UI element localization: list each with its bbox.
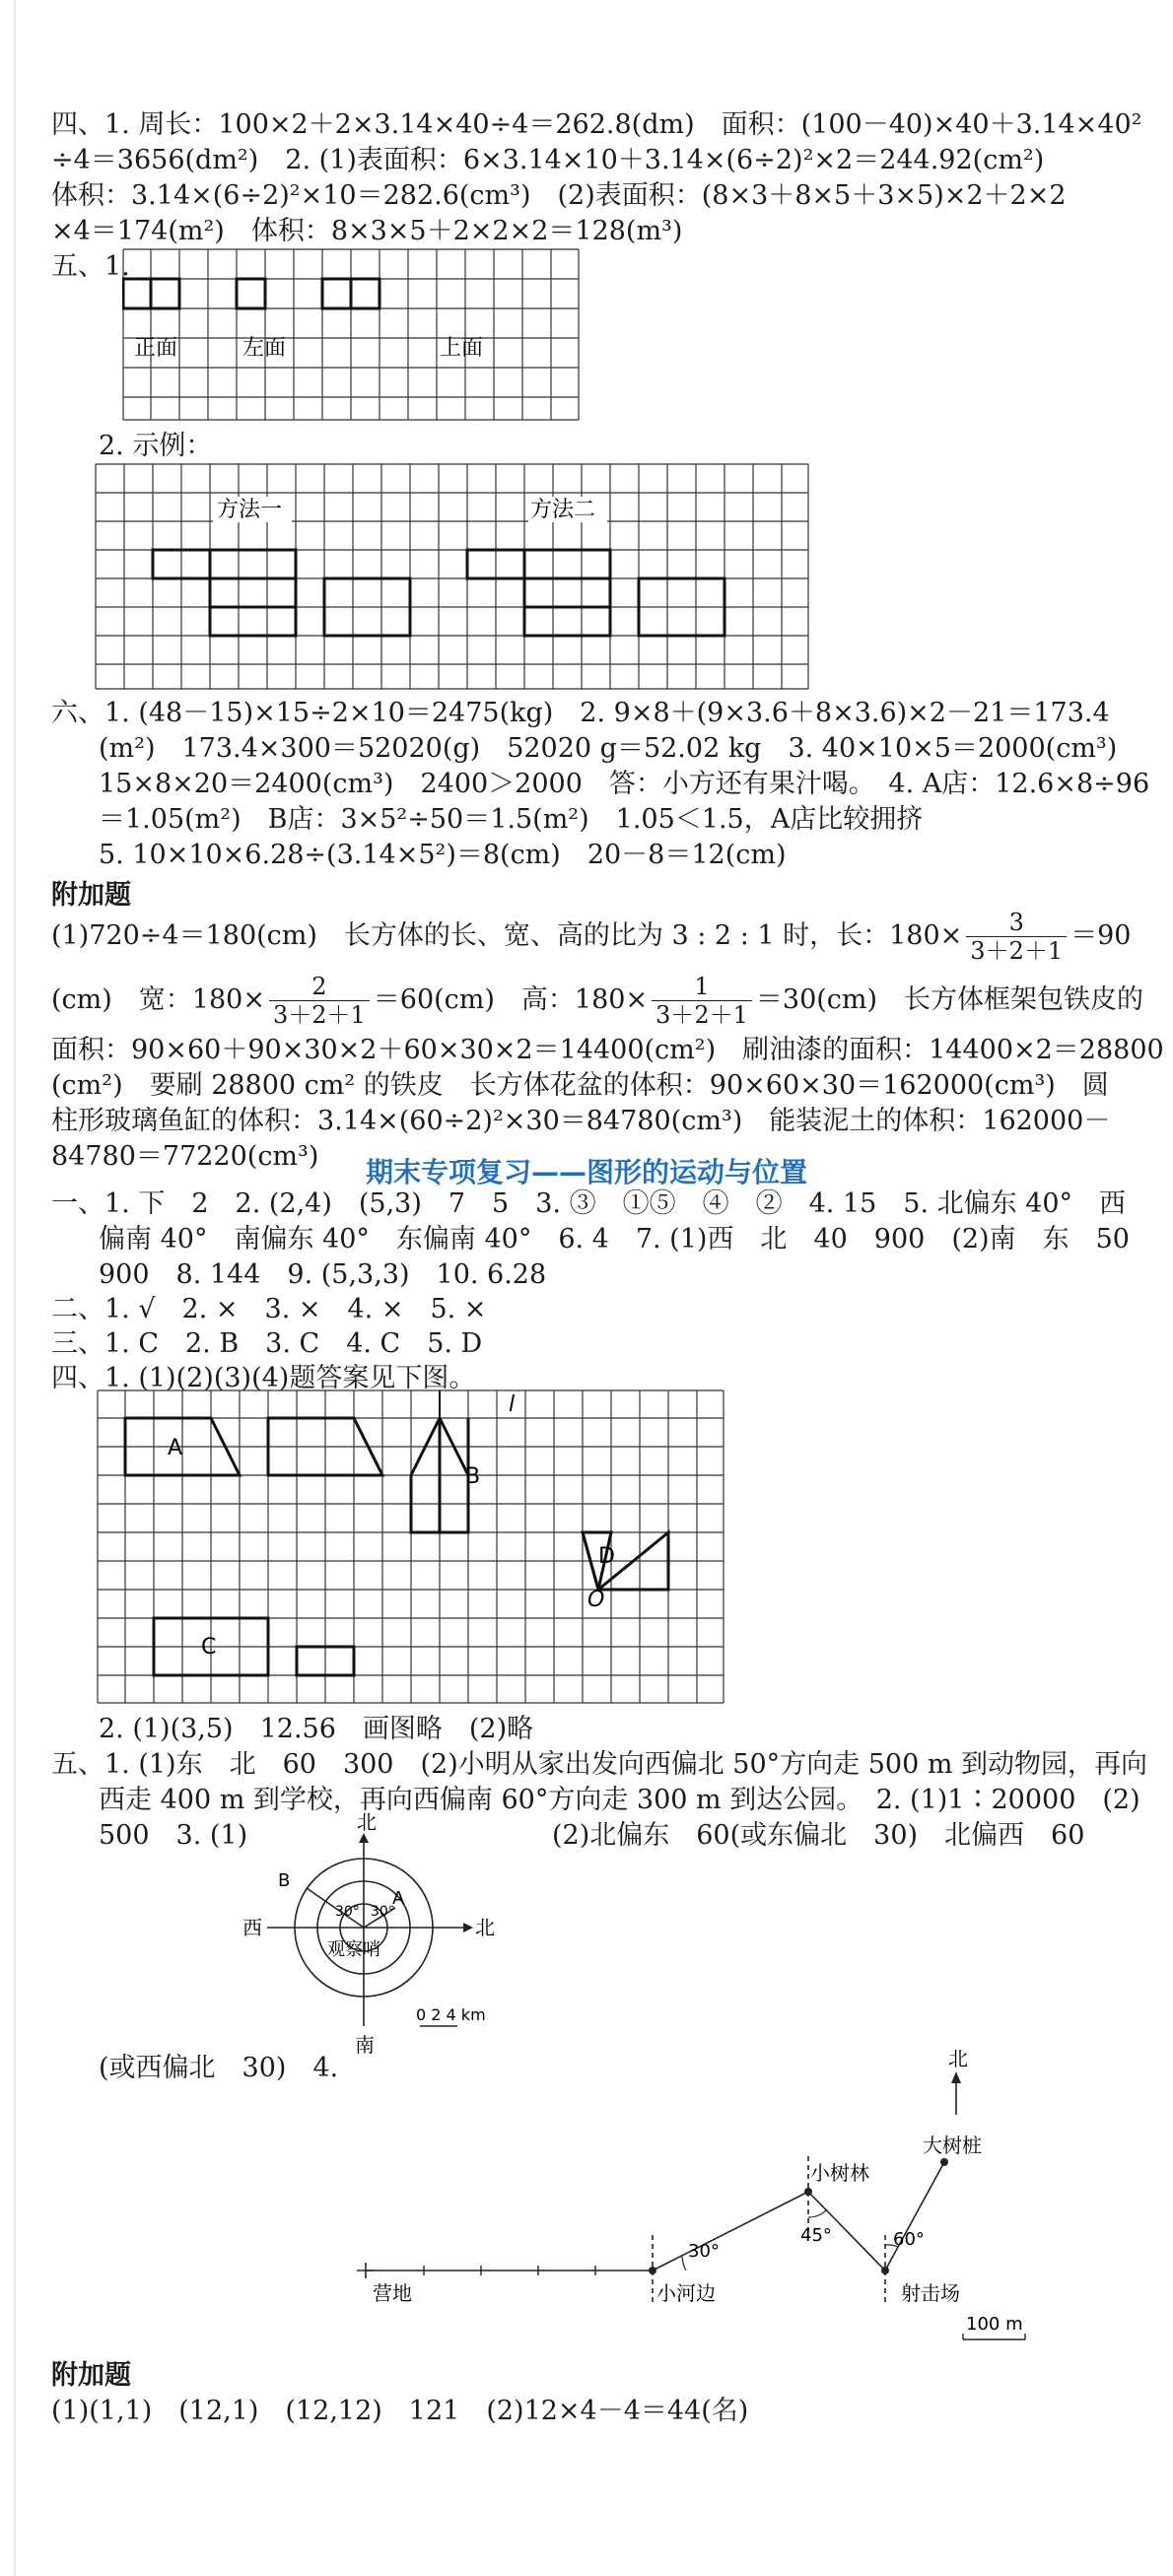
route-diagram	[335, 2050, 1065, 2355]
sec6-line4: ＝1.05(m²) B店：3×5²÷50＝1.5(m²) 1.05＜1.5，A店比较拥挤	[99, 804, 924, 835]
secb3-line: 三、1. C 2. B 3. C 4. C 5. D	[51, 1328, 483, 1359]
fraction-1	[652, 973, 752, 1029]
shape-b-label: B	[465, 1464, 481, 1489]
frac-num: 3	[966, 909, 1067, 937]
secb4-line1: 四、1. (1)(2)(3)(4)题答案见下图。	[51, 1363, 476, 1393]
extra1-line1	[51, 907, 1132, 966]
route-camp: 营地	[373, 2281, 412, 2305]
transform-grid	[97, 1390, 727, 1710]
secb1-line2: 偏南 40° 南偏东 40° 东偏南 40° 6. 4 7. (1)西 北 40 900 (2)南 东 50	[99, 1224, 1130, 1254]
extra2-title: 附加题	[51, 2360, 131, 2391]
route-north: 北	[948, 2050, 968, 2070]
compass-scale: 0 2 4 km	[416, 2005, 486, 2024]
view-top-label: 上面	[440, 336, 484, 361]
route-angle-30: 30°	[688, 2241, 720, 2262]
extra1-l2b: ＝60(cm) 高：180×	[373, 984, 649, 1015]
sec4-line4: ×4＝174(m²) 体积：8×3×5＋2×2×2＝128(m³)	[51, 216, 683, 246]
sec6-line3: 15×8×20＝2400(cm³) 2400＞2000 答：小方还有果汁喝。 4. A店：12.6×8÷96	[99, 769, 1150, 799]
route-tree: 大树桩	[923, 2134, 982, 2157]
route-grove: 小树林	[810, 2161, 869, 2185]
frac-den: 3＋2＋1	[970, 937, 1064, 965]
sec5-line1: 五、1.	[51, 251, 130, 282]
sec6-line1: 六、1. (48－15)×15÷2×10＝2475(kg) 2. 9×8＋(9×3.6＋8×3.6)×2－21＝173.4	[51, 698, 1110, 728]
secb2-line: 二、1. √ 2. × 3. × 4. × 5. ×	[51, 1294, 487, 1324]
shape-a-label: A	[168, 1436, 183, 1460]
extra1-l1a: (1)720÷4＝180(cm) 长方体的长、宽、高的比为 3 : 2 : 1 时，长：180×	[51, 920, 963, 951]
page-edge	[14, 0, 16, 2576]
method2-label: 方法二	[530, 498, 596, 522]
extra1-line3: 面积：90×60＋90×30×2＋60×30×2＝14400(cm²) 刷油漆的面积：14400×2＝28800	[51, 1035, 1164, 1065]
extra2-line1: (1)(1,1) (12,1) (12,12) 121 (2)12×4－4＝44(名)	[51, 2396, 749, 2426]
shape-d-label: D	[598, 1544, 615, 1569]
point-o-label: O	[587, 1588, 605, 1612]
route-range: 射击场	[901, 2281, 960, 2305]
sec6-line2: (m²) 173.4×300＝52020(g) 52020 g＝52.02 kg 3. 40×10×5＝2000(cm³)	[99, 733, 1118, 764]
route-scale: 100 m	[966, 2314, 1023, 2335]
secb4-line2: 2. (1)(3,5) 12.56 画图略 (2)略	[99, 1714, 534, 1744]
views-grid	[122, 248, 586, 426]
frac-num: 2	[269, 973, 370, 1001]
route-angle-60: 60°	[893, 2229, 925, 2250]
secb1-line3: 900 8. 144 9. (5,3,3) 10. 6.28	[99, 1259, 547, 1290]
compass-diagram	[233, 1811, 509, 2058]
sec4-line3: 体积：3.14×(6÷2)²×10＝282.6(cm³) (2)表面积：(8×3＋8×5＋3×5)×2＋2×2	[51, 180, 1067, 211]
compass-center: 观察哨	[327, 1939, 380, 1960]
frac-num: 1	[652, 973, 752, 1001]
secb5-line3b: (2)北偏东 60(或东偏北 30) 北偏西 60	[552, 1820, 1085, 1851]
extra1-title: 附加题	[51, 880, 131, 911]
sec4-line2: ÷4＝3656(dm²) 2. (1)表面积：6×3.14×10＋3.14×(6÷2)²×2＝244.92(cm²)	[51, 145, 1045, 175]
point-b-label: B	[278, 1870, 291, 1891]
extra1-line6: 84780＝77220(cm³)	[51, 1141, 319, 1172]
route-river: 小河边	[656, 2281, 716, 2305]
sec4-line1: 四、1. 周长：100×2＋2×3.14×40÷4＝262.8(dm) 面积：(100－40)×40＋3.14×40²	[51, 109, 1142, 140]
frac-den: 3＋2＋1	[656, 1001, 748, 1029]
shape-c-label: C	[201, 1635, 217, 1660]
extra1-l2c: ＝30(cm) 长方体框架包铁皮的	[755, 984, 1144, 1015]
extra1-line4: (cm²) 要刷 28800 cm² 的铁皮 长方体花盆的体积：90×60×30＝162000(cm³) 圆	[51, 1070, 1109, 1101]
route-angle-45: 45°	[800, 2225, 832, 2246]
compass-east: 北	[475, 1916, 495, 1939]
extra1-l2a: (cm) 宽：180×	[51, 984, 265, 1015]
fraction-2	[269, 973, 370, 1029]
secb1-line1: 一、1. 下 2 2. (2,4) (5,3) 7 5 3. ③ ①⑤ ④ ② 4. 15 5. 北偏东 40° 西	[51, 1188, 1127, 1219]
extra1-l1b: ＝90	[1070, 920, 1132, 951]
secb5-line3a: 500 3. (1)	[99, 1820, 248, 1851]
secb5-line4: (或西偏北 30) 4.	[99, 2053, 339, 2083]
compass-south: 南	[355, 2033, 375, 2057]
compass-west: 西	[242, 1916, 262, 1939]
section-title: 期末专项复习——图形的运动与位置	[365, 1156, 807, 1188]
nets-grid	[95, 463, 814, 695]
angle-a-label: 30°	[371, 1904, 395, 1920]
view-front-label: 正面	[134, 336, 178, 361]
compass-north: 北	[357, 1811, 377, 1834]
fraction-3	[966, 909, 1067, 965]
method1-label: 方法一	[217, 498, 283, 522]
sec6-line5: 5. 10×10×6.28÷(3.14×5²)＝8(cm) 20－8＝12(cm)	[99, 840, 787, 870]
extra1-line5: 柱形玻璃鱼缸的体积：3.14×(60÷2)²×30＝84780(cm³) 能装泥土的体积：162000－	[51, 1106, 1111, 1136]
frac-den: 3＋2＋1	[272, 1001, 366, 1029]
view-left-label: 左面	[242, 336, 287, 361]
angle-b-label: 30°	[335, 1904, 360, 1920]
axis-l-label: l	[509, 1392, 516, 1417]
point-a-label: A	[392, 1888, 405, 1909]
extra1-line2	[51, 971, 1144, 1030]
sec5-line2: 2. 示例：	[99, 431, 213, 461]
secb5-line1: 五、1. (1)东 北 60 300 (2)小明从家出发向西偏北 50°方向走 500 m 到动物园，再向	[51, 1749, 1148, 1780]
secb5-line2: 西走 400 m 到学校，再向西偏南 60°方向走 300 m 到达公园。 2. (1)1∶20000 (2)	[99, 1785, 1140, 1815]
